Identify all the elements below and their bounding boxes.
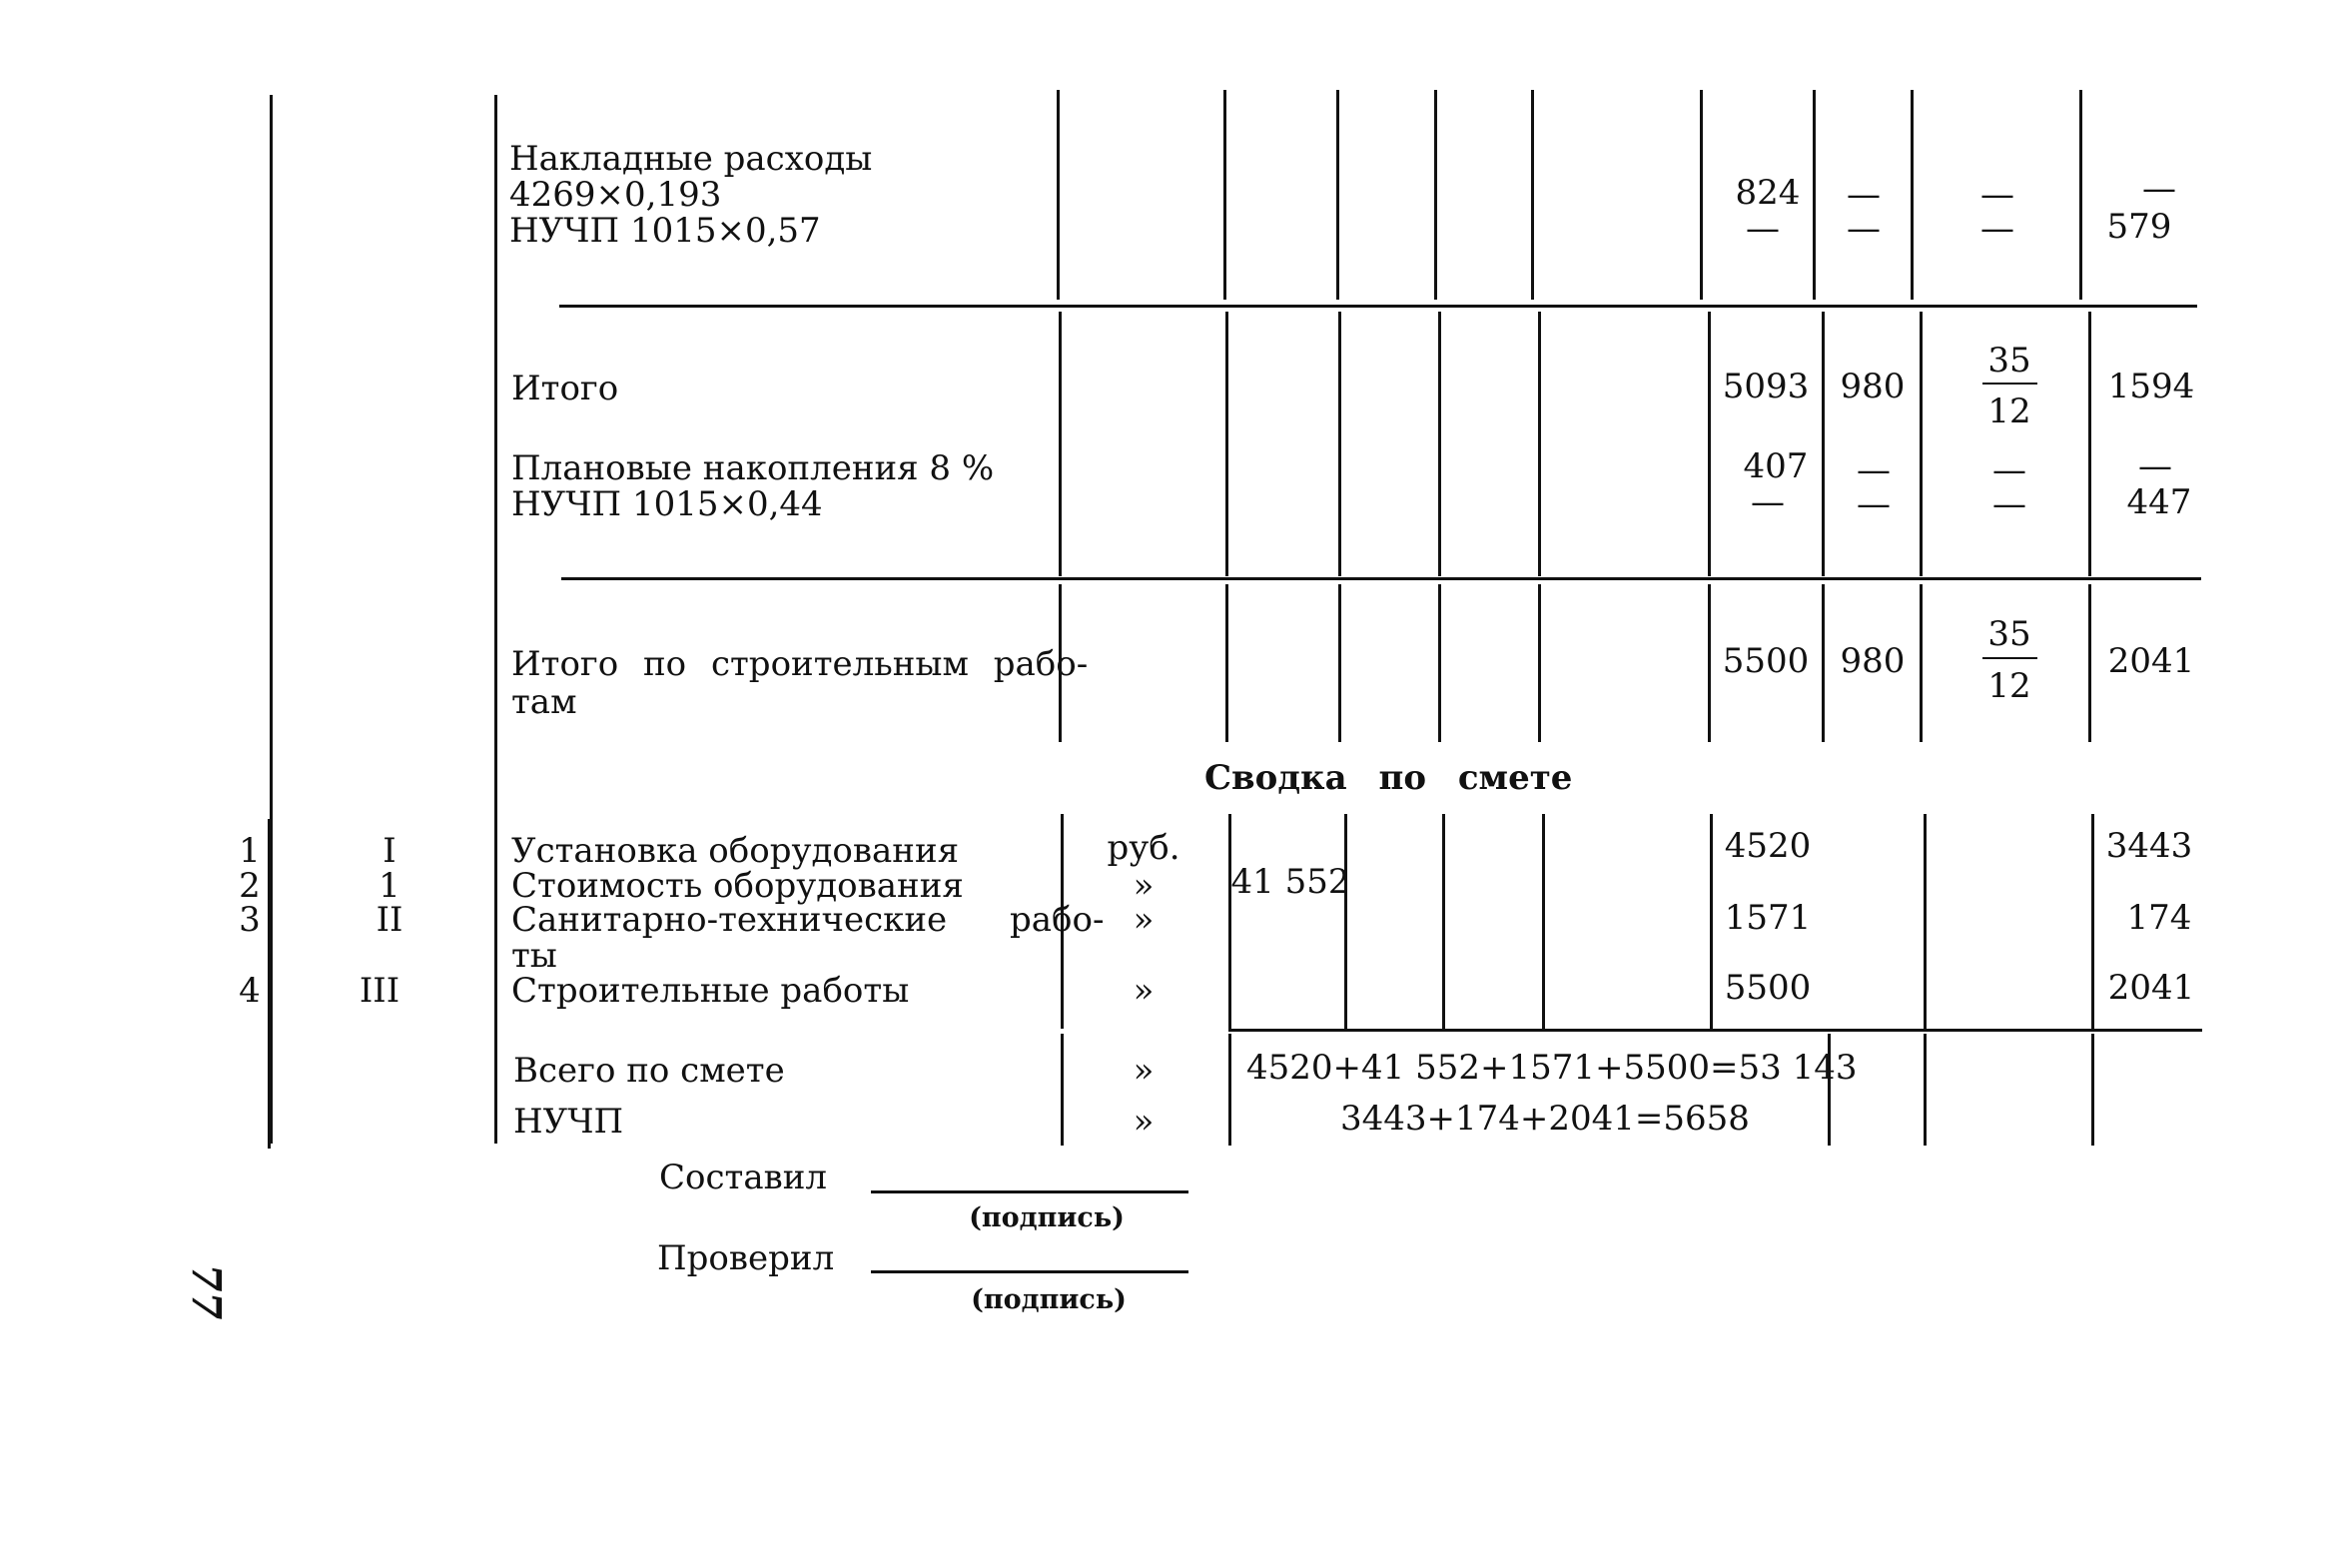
rule — [1438, 312, 1441, 576]
nuchp-total-label: НУЧП — [513, 1102, 624, 1142]
rule — [1059, 312, 1062, 576]
total1-mach-den: 12 — [1987, 392, 2031, 431]
planned-formula: НУЧП 1015×0,44 — [511, 484, 823, 524]
summary-row-num: 2 — [239, 866, 261, 906]
rule — [1225, 584, 1228, 742]
overhead-mach-bottom: — — [1980, 209, 2014, 249]
rule-h — [1228, 1029, 2202, 1032]
rule — [1822, 584, 1825, 742]
total2-mach-den: 12 — [1987, 666, 2031, 706]
planned-title: Плановые накопления 8 % — [511, 448, 995, 488]
total2-wage: 980 — [1840, 641, 1906, 681]
rule — [1538, 584, 1541, 742]
rule — [1813, 90, 1816, 300]
summary-row-nuchp: 174 — [2126, 898, 2192, 938]
compiled-label: Составил — [659, 1158, 828, 1197]
total1-total: 5093 — [1722, 367, 1810, 406]
summary-row-unit: » — [1133, 971, 1155, 1011]
summary-row-code: III — [359, 971, 400, 1011]
rule — [2088, 312, 2091, 576]
rule — [2088, 584, 2091, 742]
summary-row-name: Стоимость оборудования — [511, 866, 964, 906]
overhead-total-top: 824 — [1735, 173, 1801, 213]
grand-total-formula: 4520+41 552+1571+5500=53 143 — [1246, 1048, 1858, 1088]
rule — [2091, 814, 2094, 1029]
planned-nuchp-top: — — [2138, 446, 2172, 486]
rule — [1708, 584, 1711, 742]
summary-row-num: 1 — [239, 831, 261, 871]
rule — [1336, 90, 1339, 300]
total2-nuchp: 2041 — [2107, 641, 2195, 681]
total1-nuchp: 1594 — [2107, 367, 2195, 406]
planned-total-bottom: — — [1751, 482, 1785, 522]
rule — [1228, 1034, 1231, 1146]
summary-row-num: 3 — [239, 900, 261, 940]
rule — [2079, 90, 2082, 300]
overhead-formula-2: НУЧП 1015×0,57 — [509, 211, 821, 251]
summary-row-code: I — [383, 831, 396, 871]
summary-row-total: 4520 — [1724, 826, 1812, 866]
checked-hint: (подпись) — [971, 1284, 1127, 1315]
summary-row-unit: » — [1133, 866, 1155, 906]
summary-row-code: II — [376, 900, 403, 940]
rule — [1911, 90, 1914, 300]
summary-row-name: Санитарно-технические рабо- — [511, 900, 1105, 940]
rule — [1344, 814, 1347, 1029]
planned-wage-top: — — [1857, 450, 1891, 490]
nuchp-total-formula: 3443+174+2041=5658 — [1340, 1099, 1750, 1139]
summary-row-unit: руб. — [1107, 828, 1180, 868]
overhead-nuchp-top: — — [2142, 169, 2176, 209]
grand-total-label: Всего по смете — [513, 1051, 785, 1091]
planned-mach-top: — — [1992, 450, 2026, 490]
rule — [1338, 312, 1341, 576]
summary-row-name: Установка оборудования — [511, 831, 960, 871]
planned-nuchp-bottom: 447 — [2126, 482, 2192, 522]
rule — [1338, 584, 1341, 742]
rule — [1061, 1034, 1064, 1146]
rule — [268, 819, 271, 1149]
fraction-bar — [1982, 383, 2037, 385]
rule — [1531, 90, 1534, 300]
rule — [1057, 90, 1060, 300]
summary-row-unit: » — [1133, 900, 1155, 940]
summary-row-equipment: 41 552 — [1230, 862, 1350, 902]
rule — [1442, 814, 1445, 1029]
total2-mach-num: 35 — [1987, 614, 2031, 654]
rule — [1708, 312, 1711, 576]
total1-mach-num: 35 — [1987, 341, 2031, 381]
overhead-mach-top: — — [1980, 175, 2014, 215]
rule-h — [561, 577, 2201, 580]
planned-wage-bottom: — — [1857, 484, 1891, 524]
total1-label: Итого — [511, 369, 619, 408]
total2-label-line2: там — [511, 682, 577, 722]
grand-total-unit: » — [1133, 1051, 1155, 1091]
summary-row-total: 5500 — [1724, 968, 1812, 1008]
summary-row-nuchp: 2041 — [2107, 968, 2195, 1008]
total1-wage: 980 — [1840, 367, 1906, 406]
planned-mach-bottom: — — [1992, 484, 2026, 524]
total2-total: 5500 — [1722, 641, 1810, 681]
rule — [1920, 312, 1923, 576]
rule — [1920, 584, 1923, 742]
checked-label: Проверил — [657, 1238, 835, 1278]
rule — [1822, 312, 1825, 576]
compiled-hint: (подпись) — [969, 1202, 1125, 1233]
summary-row-total: 1571 — [1724, 898, 1812, 938]
summary-row-nuchp: 3443 — [2105, 826, 2193, 866]
rule — [1538, 312, 1541, 576]
rule — [1700, 90, 1703, 300]
overhead-nuchp-bottom: 579 — [2106, 207, 2172, 247]
summary-row-code: 1 — [379, 866, 400, 906]
rule — [1924, 814, 1927, 1029]
rule-left-inner — [494, 95, 497, 1144]
rule — [1434, 90, 1437, 300]
rule — [1542, 814, 1545, 1029]
summary-heading: Сводка по смете — [1204, 758, 1573, 798]
rule — [1710, 814, 1713, 1029]
overhead-total-bottom: — — [1746, 209, 1780, 249]
checked-signature-line[interactable] — [871, 1270, 1188, 1273]
overhead-formula-1: 4269×0,193 — [509, 175, 722, 215]
overhead-wage-bottom: — — [1847, 209, 1881, 249]
total2-label-line1: Итого по строительным рабо- — [511, 644, 1089, 684]
summary-row-name: Строительные работы — [511, 971, 910, 1011]
summary-row-num: 4 — [239, 971, 261, 1011]
planned-total-top: 407 — [1743, 446, 1809, 486]
rule-h — [559, 305, 2197, 308]
rule — [1223, 90, 1226, 300]
rule — [1225, 312, 1228, 576]
rule — [2091, 1034, 2094, 1146]
overhead-wage-top: — — [1847, 175, 1881, 215]
overhead-title: Накладные расходы — [509, 139, 873, 179]
summary-row-name-cont: ты — [511, 936, 557, 976]
rule — [1228, 814, 1231, 1029]
nuchp-total-unit: » — [1133, 1102, 1155, 1142]
fraction-bar — [1982, 657, 2037, 659]
page-number: 77 — [182, 1263, 230, 1320]
compiled-signature-line[interactable] — [871, 1190, 1188, 1193]
rule — [1438, 584, 1441, 742]
rule — [1924, 1034, 1927, 1146]
